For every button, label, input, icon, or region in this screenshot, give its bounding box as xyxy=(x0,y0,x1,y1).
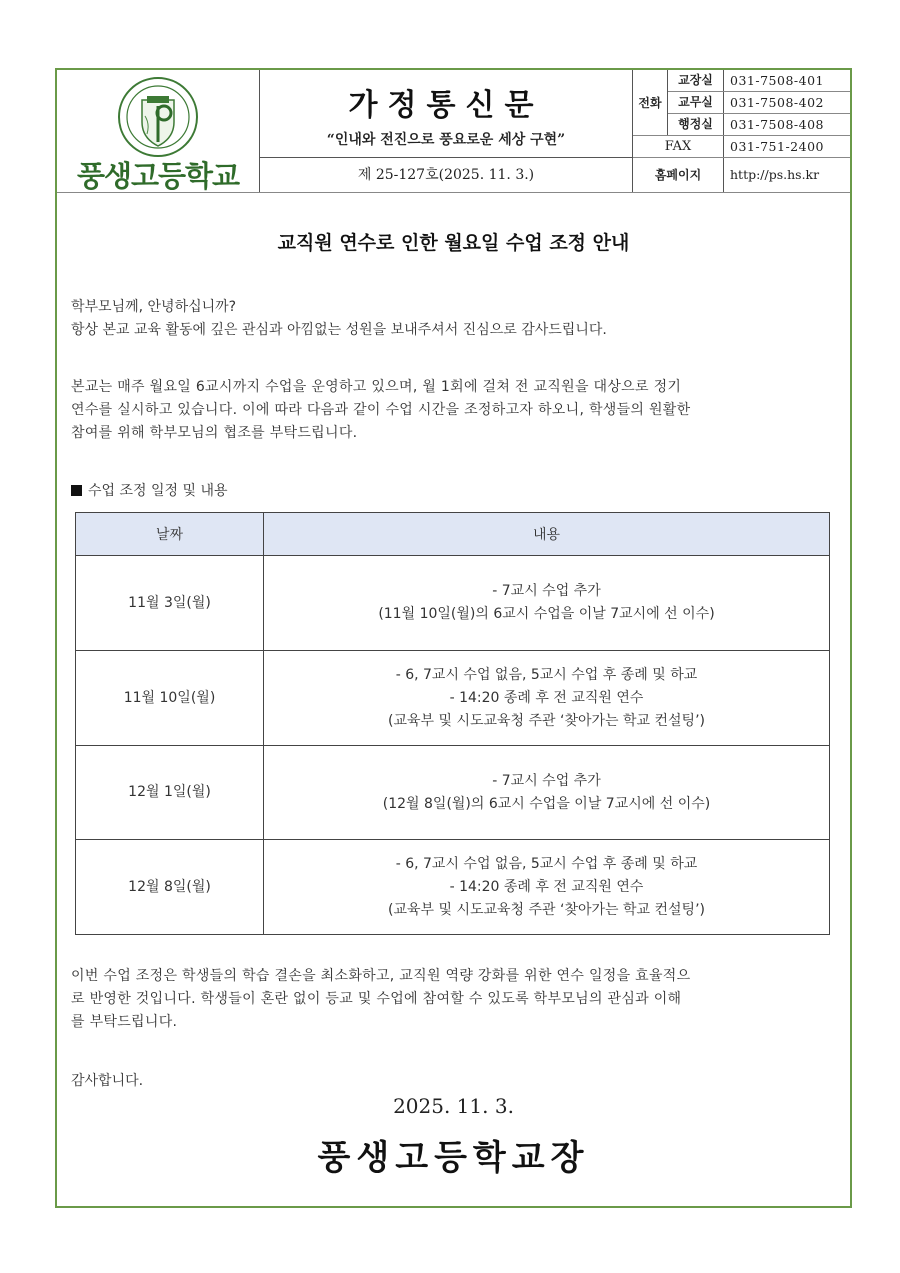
content-line: (12월 8일(월)의 6교시 수업을 이날 7교시에 선 이수) xyxy=(382,795,711,812)
phone-row xyxy=(633,92,850,113)
contact-table xyxy=(633,70,850,192)
table-row xyxy=(76,840,830,935)
content-line: - 7교시 수업 추가 xyxy=(492,772,601,789)
intro-paragraph xyxy=(71,376,841,445)
signature-principal: 풍생고등학교장 xyxy=(317,1138,590,1178)
greeting xyxy=(71,296,841,342)
phone-row xyxy=(633,114,850,135)
closing-paragraph xyxy=(71,965,841,1034)
content-line: - 6, 7교시 수업 없음, 5교시 수업 후 종례 및 하교 xyxy=(395,855,698,872)
intro-line: 참여를 위해 학부모님의 협조를 부탁드립니다. xyxy=(71,425,358,441)
greeting-line: 학부모님께, 안녕하십니까? xyxy=(71,299,237,315)
content-line: (11월 10일(월)의 6교시 수업을 이날 7교시에 선 이수) xyxy=(378,606,715,622)
table-row xyxy=(76,556,830,651)
phone-dept-label: 교장실 xyxy=(668,70,724,91)
content-line: - 14:20 종례 후 전 교직원 연수 xyxy=(449,689,644,706)
content-cell xyxy=(264,746,830,840)
section-label-text: 수업 조정 일정 및 내용 xyxy=(88,483,228,499)
signature-date: 2025. 11. 3. xyxy=(393,1094,514,1118)
homepage-label: 홈페이지 xyxy=(633,158,724,192)
table-row xyxy=(76,746,830,840)
school-motto: “인내와 전진으로 풍요로운 세상 구현” xyxy=(326,132,566,148)
date-cell: 12월 8일(월) xyxy=(76,840,264,935)
table-row xyxy=(76,651,830,746)
issue-number: 제 25-127호(2025. 11. 3.) xyxy=(260,158,633,192)
content-line: - 7교시 수업 추가 xyxy=(492,583,601,599)
phone-number: 031-7508-402 xyxy=(730,95,824,110)
closing-line: 를 부탁드립니다. xyxy=(71,1014,178,1030)
fax-number: 031-751-2400 xyxy=(730,139,824,154)
phone-dept-label: 행정실 xyxy=(668,114,724,135)
greeting-line: 항상 본교 교육 활동에 깊은 관심과 아낌없는 성원을 보내주셔서 진심으로 감사드립니다. xyxy=(71,322,607,338)
date-cell: 11월 10일(월) xyxy=(76,651,264,746)
phone-number: 031-7508-401 xyxy=(730,73,824,88)
logo-cell xyxy=(57,70,260,192)
content-line: - 6, 7교시 수업 없음, 5교시 수업 후 종례 및 하교 xyxy=(395,666,698,683)
letterhead xyxy=(57,70,850,193)
closing-line: 로 반영한 것입니다. 학생들이 혼란 없이 등교 및 수업에 참여할 수 있도록 학부모님의 관심과 이해 xyxy=(71,991,682,1007)
section-label xyxy=(71,480,228,500)
content-line: (교육부 및 시도교육청 주관 ‘찾아가는 학교 컨설팅’) xyxy=(387,712,705,729)
school-emblem-icon xyxy=(117,76,199,158)
thanks-text: 감사합니다. xyxy=(71,1073,144,1089)
title-cell xyxy=(260,70,633,158)
document-frame xyxy=(55,68,852,1208)
table-header-row xyxy=(76,513,830,556)
square-bullet-icon xyxy=(71,485,82,496)
school-name: 풍생고등학교 xyxy=(76,159,240,193)
content-cell xyxy=(264,840,830,935)
phone-dept-label: 교무실 xyxy=(668,92,724,113)
fax-label: FAX xyxy=(633,136,724,157)
homepage-link[interactable]: http://ps.hs.kr xyxy=(730,167,820,182)
phone-number: 031-7508-408 xyxy=(730,117,824,132)
intro-line: 본교는 매주 월요일 6교시까지 수업을 운영하고 있으며, 월 1회에 걸쳐 전 교직원을 대상으로 정기 xyxy=(71,379,682,395)
phone-label: 전화 xyxy=(633,70,668,135)
intro-line: 연수를 실시하고 있습니다. 이에 따라 다음과 같이 수업 시간을 조정하고자 하오니, 학생들의 원활한 xyxy=(71,402,691,418)
column-header-date: 날짜 xyxy=(76,513,264,556)
content-line: - 14:20 종례 후 전 교직원 연수 xyxy=(449,878,644,895)
content-line: (교육부 및 시도교육청 주관 ‘찾아가는 학교 컨설팅’) xyxy=(387,901,705,918)
phone-row xyxy=(633,70,850,91)
newsletter-title: 가정통신문 xyxy=(348,88,544,123)
content-cell xyxy=(264,651,830,746)
date-cell: 11월 3일(월) xyxy=(76,556,264,651)
column-header-content: 내용 xyxy=(264,513,830,556)
content-cell xyxy=(264,556,830,651)
date-cell: 12월 1일(월) xyxy=(76,746,264,840)
schedule-table xyxy=(75,512,830,935)
document-title: 교직원 연수로 인한 월요일 수업 조정 안내 xyxy=(277,232,630,254)
closing-line: 이번 수업 조정은 학생들의 학습 결손을 최소화하고, 교직원 역량 강화를 위한 연수 일정을 효율적으 xyxy=(71,968,691,984)
